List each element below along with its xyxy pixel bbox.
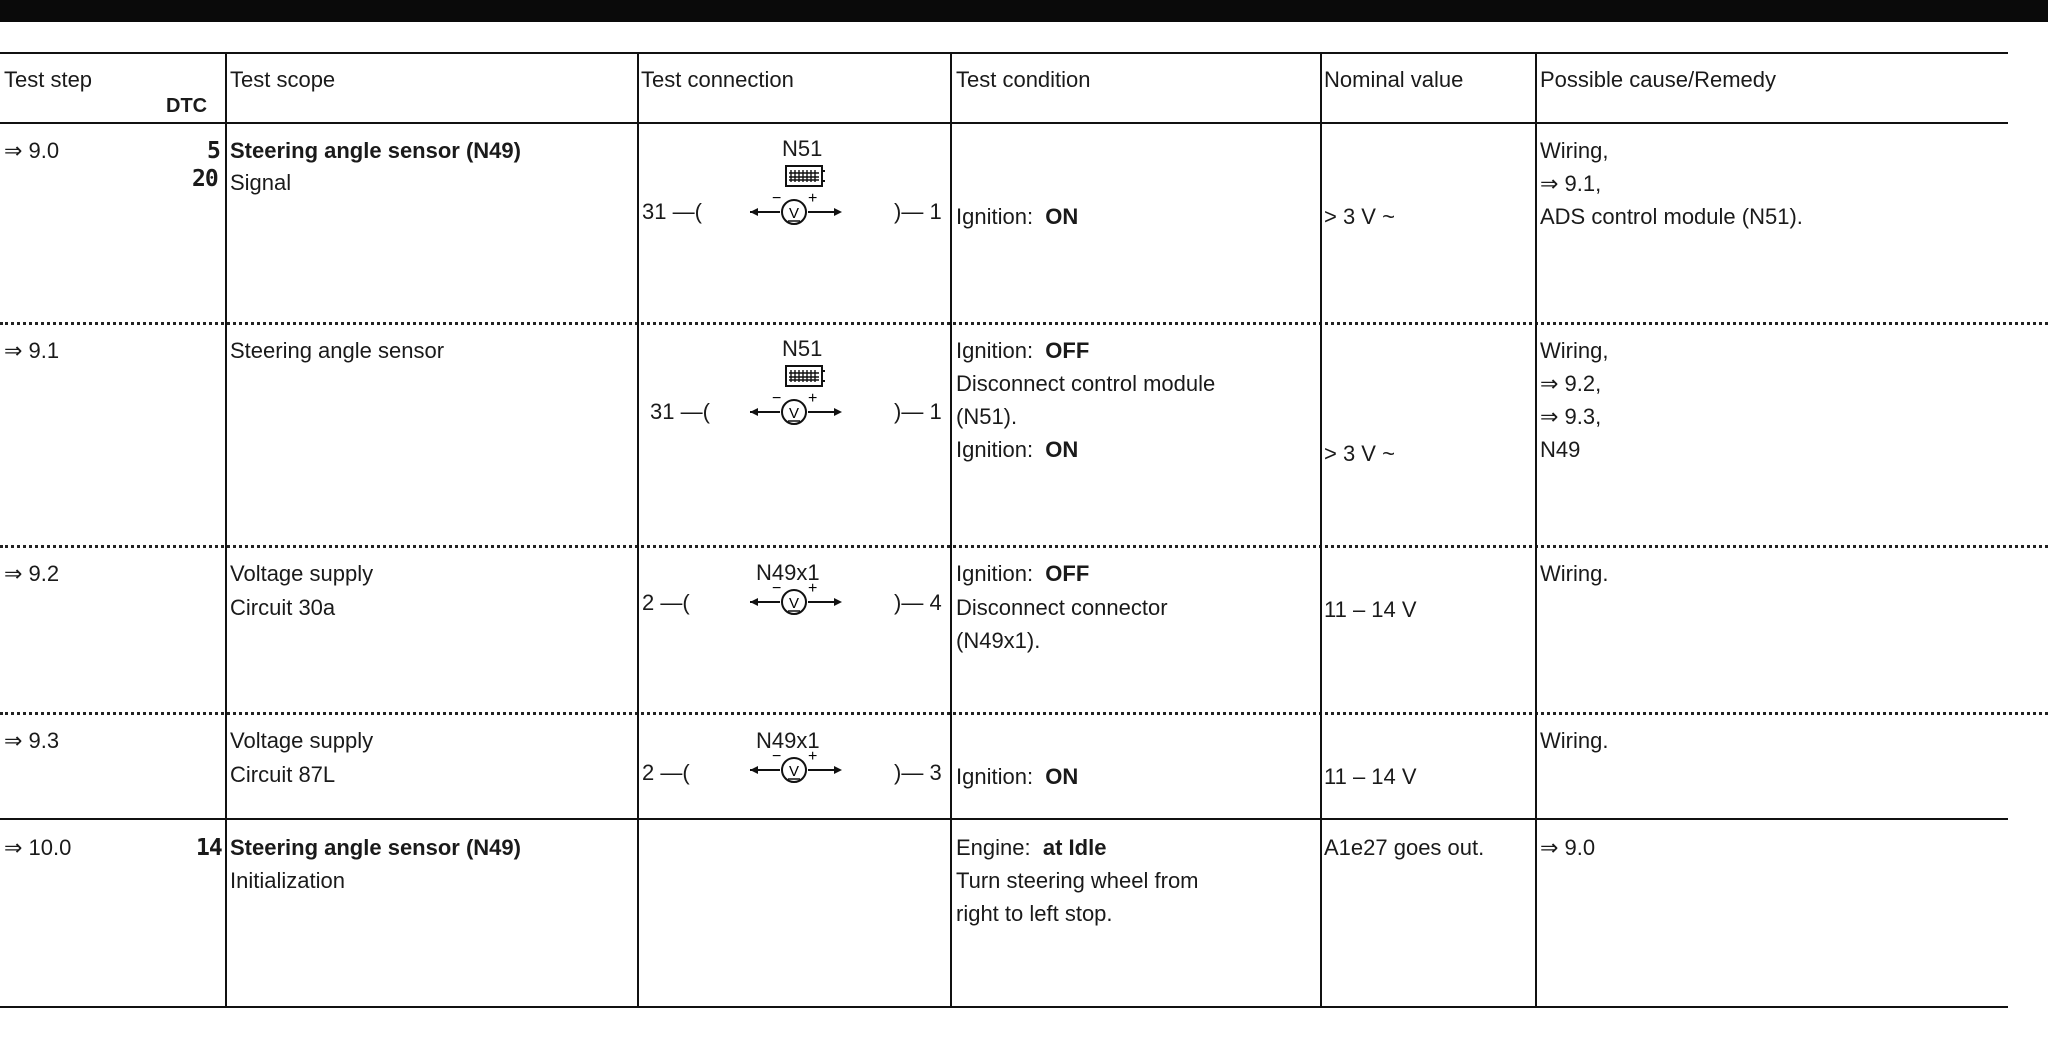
- remedy-line: Wiring.: [1540, 728, 1609, 753]
- test-scope: Signal: [230, 170, 292, 195]
- svg-text:−: −: [772, 748, 782, 765]
- test-connection-diagram: [640, 136, 948, 226]
- test-scope: Voltage supply: [230, 561, 374, 586]
- test-scope: Voltage supply: [230, 728, 374, 753]
- header-top-rule: [0, 52, 2008, 54]
- svg-text:V: V: [788, 763, 800, 780]
- voltmeter-icon: [746, 580, 846, 616]
- remedy-line: Wiring.: [1540, 561, 1609, 586]
- voltmeter-icon: [746, 390, 846, 426]
- svg-text:−: −: [772, 580, 782, 597]
- row-separator: [0, 545, 2048, 548]
- svg-text:−: −: [772, 390, 782, 407]
- test-condition: Ignition: OFF: [956, 338, 1090, 363]
- pin-left: 2 —(: [642, 590, 690, 615]
- test-scope: Circuit 87L: [230, 762, 336, 787]
- module-label: N51: [782, 136, 823, 161]
- remedy-line: Wiring,: [1540, 138, 1609, 163]
- dtc-code: 5: [207, 138, 220, 164]
- test-step: ⇒ 9.0: [4, 138, 60, 163]
- pin-right: )— 1: [894, 399, 942, 424]
- module-label: N49x1: [756, 560, 820, 585]
- column-divider: [225, 52, 227, 1006]
- column-divider: [950, 52, 952, 1006]
- test-scope-title: Steering angle sensor (N49): [230, 835, 521, 860]
- pin-left: 2 —(: [642, 760, 690, 785]
- svg-text:−: −: [772, 190, 782, 207]
- pin-left: 31 —(: [642, 199, 702, 224]
- remedy-line: Wiring,: [1540, 338, 1609, 363]
- pin-right: )— 1: [894, 199, 942, 224]
- voltmeter-icon: [746, 748, 846, 784]
- remedy-line: N49: [1540, 437, 1581, 462]
- nominal-value: 11 – 14 V: [1324, 764, 1417, 789]
- row-separator: [0, 322, 2048, 325]
- nominal-value: > 3 V ~: [1324, 204, 1395, 229]
- pin-right: )— 4: [894, 590, 942, 615]
- header-test-connection: Test connection: [641, 67, 794, 92]
- column-divider: [1320, 52, 1322, 1006]
- test-scope: Steering angle sensor: [230, 338, 445, 363]
- svg-text:+: +: [808, 190, 818, 207]
- nominal-value: A1e27 goes out.: [1324, 835, 1485, 860]
- dtc-code: 20: [192, 166, 218, 192]
- svg-text:V: V: [788, 595, 800, 612]
- pin-right: )— 3: [894, 760, 942, 785]
- test-condition: Ignition: ON: [956, 764, 1079, 789]
- dtc-code: 14: [196, 835, 222, 861]
- module-label: N49x1: [756, 728, 820, 753]
- test-step: ⇒ 9.3: [4, 728, 60, 753]
- test-step: ⇒ 9.2: [4, 561, 60, 586]
- svg-text:+: +: [808, 390, 818, 407]
- test-condition: right to left stop.: [956, 901, 1113, 926]
- column-divider: [1535, 52, 1537, 1006]
- test-condition: (N49x1).: [956, 628, 1041, 653]
- test-condition: Ignition: OFF: [956, 561, 1090, 586]
- header-bottom-rule: [0, 122, 2008, 124]
- test-scope: Initialization: [230, 868, 345, 893]
- header-test-scope: Test scope: [230, 67, 336, 92]
- connector-icon: [784, 164, 826, 190]
- nominal-value: > 3 V ~: [1324, 441, 1395, 466]
- remedy-line: ⇒ 9.3,: [1540, 404, 1602, 429]
- svg-text:V: V: [788, 405, 800, 422]
- test-connection-diagram: [640, 336, 948, 426]
- voltmeter-icon: [746, 190, 846, 226]
- row-rule: [0, 818, 2008, 820]
- header-dtc: DTC: [166, 95, 208, 117]
- nominal-value: 11 – 14 V: [1324, 597, 1417, 622]
- column-divider: [637, 52, 639, 1006]
- remedy-line: ⇒ 9.2,: [1540, 371, 1602, 396]
- header-possible-cause: Possible cause/Remedy: [1540, 67, 1777, 92]
- header-test-condition: Test condition: [956, 67, 1091, 92]
- pin-left: 31 —(: [650, 399, 710, 424]
- test-condition: Disconnect connector: [956, 595, 1168, 620]
- row-separator: [0, 712, 2048, 715]
- remedy-line: ADS control module (N51).: [1540, 204, 1803, 229]
- test-condition: Turn steering wheel from: [956, 868, 1199, 893]
- svg-text:V: V: [788, 205, 800, 222]
- module-label: N51: [782, 336, 823, 361]
- table-bottom-rule: [0, 1006, 2008, 1008]
- remedy-line: ⇒ 9.0: [1540, 835, 1596, 860]
- test-step: ⇒ 10.0: [4, 835, 72, 860]
- remedy-line: ⇒ 9.1,: [1540, 171, 1602, 196]
- header-nominal-value: Nominal value: [1324, 67, 1464, 92]
- test-condition: Ignition: ON: [956, 204, 1079, 229]
- header-test-step: Test step: [4, 67, 93, 92]
- test-connection-diagram: [640, 560, 948, 650]
- test-condition: (N51).: [956, 404, 1018, 429]
- test-condition: Ignition: ON: [956, 437, 1079, 462]
- test-step: ⇒ 9.1: [4, 338, 60, 363]
- test-connection-diagram: [640, 728, 948, 818]
- test-scope-title: Steering angle sensor (N49): [230, 138, 521, 163]
- svg-text:+: +: [808, 580, 818, 597]
- svg-text:+: +: [808, 748, 818, 765]
- test-condition: Disconnect control module: [956, 371, 1216, 396]
- connector-icon: [784, 364, 826, 390]
- test-condition: Engine: at Idle: [956, 835, 1107, 860]
- test-scope: Circuit 30a: [230, 595, 336, 620]
